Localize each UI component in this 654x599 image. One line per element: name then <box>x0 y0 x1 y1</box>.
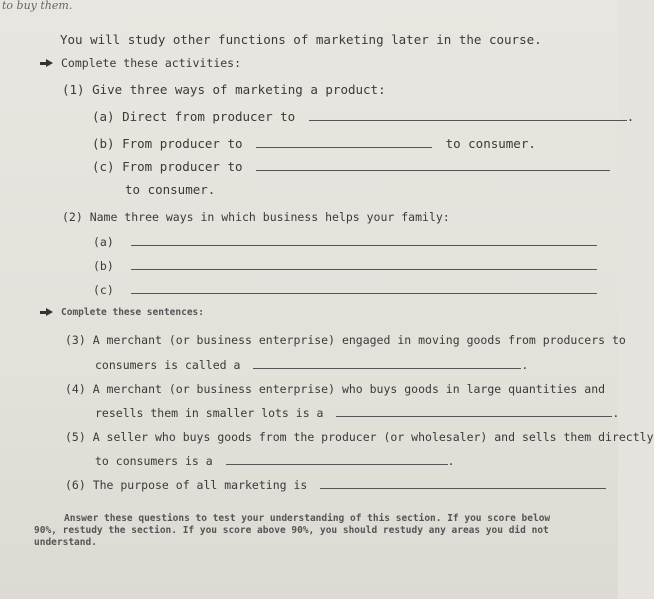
q4-end: . <box>612 406 620 420</box>
q5-blank[interactable] <box>226 452 448 465</box>
q2b-blank[interactable] <box>131 257 597 270</box>
q3-line2: consumers is called a <box>95 358 241 372</box>
section2-heading-row <box>40 307 204 318</box>
q1b-row <box>92 135 536 151</box>
q6-blank[interactable] <box>320 476 606 489</box>
section1-heading: Complete these activities: <box>61 56 242 70</box>
q6-row <box>65 476 606 492</box>
arrow-bullet-icon <box>40 59 53 68</box>
q2-label-text: (2) Name three ways in which business helps your family: <box>62 210 450 224</box>
q1c-row <box>92 158 610 174</box>
q1c-label: (c) From producer to <box>92 159 243 174</box>
q2c-label: (c) <box>93 283 114 297</box>
footer-line3: understand. <box>34 537 97 548</box>
q2a-blank[interactable] <box>131 233 597 246</box>
q1a-label: (a) Direct from producer to <box>92 109 296 124</box>
footer-line1: Answer these questions to test your understanding of this section. If you score below <box>64 513 551 524</box>
q6-label: (6) The purpose of all marketing is <box>65 478 308 492</box>
q2a-label: (a) <box>93 235 114 249</box>
q1b-blank[interactable] <box>256 135 432 148</box>
study-note: You will study other functions of marketing later in the course. <box>60 32 542 47</box>
q1a-row <box>92 108 634 124</box>
arrow-bullet-icon <box>40 308 53 317</box>
q3-line1: (3) A merchant (or business enterprise) engaged in moving goods from producers to <box>65 333 626 347</box>
q5-line1: (5) A seller who buys goods from the producer (or wholesaler) and sells them directly <box>65 430 654 444</box>
section1-heading-row <box>40 56 241 70</box>
q2b-row <box>93 257 597 273</box>
q2a-row <box>93 233 597 249</box>
q2b-label: (b) <box>93 259 114 273</box>
q1-label: (1) Give three ways of marketing a product: <box>62 82 386 97</box>
top-fragment: to buy them. <box>2 0 73 12</box>
footer-line2: 90%, restudy the section. If you score above 90%, you should restudy any areas you did not <box>34 525 549 536</box>
q1c-blank[interactable] <box>256 158 610 171</box>
q2c-row <box>93 281 597 297</box>
q1a-end: . <box>626 109 635 124</box>
q5-row2 <box>95 452 455 468</box>
q4-line2: resells them in smaller lots is a <box>95 406 324 420</box>
q3-end: . <box>521 358 529 372</box>
q1a-blank[interactable] <box>309 108 627 121</box>
section2-heading: Complete these sentences: <box>61 307 204 318</box>
q5-line2: to consumers is a <box>95 454 213 468</box>
q4-blank[interactable] <box>336 404 612 417</box>
q3-row2 <box>95 356 528 372</box>
q1c-end: to consumer. <box>125 182 216 197</box>
q1b-label: (b) From producer to <box>92 136 243 151</box>
q4-row2 <box>95 404 619 420</box>
q2c-blank[interactable] <box>131 281 597 294</box>
q5-end: . <box>447 454 455 468</box>
q4-line1: (4) A merchant (or business enterprise) who buys goods in large quantities and <box>65 382 606 396</box>
q1b-end: to consumer. <box>445 136 536 151</box>
q3-blank[interactable] <box>253 356 521 369</box>
